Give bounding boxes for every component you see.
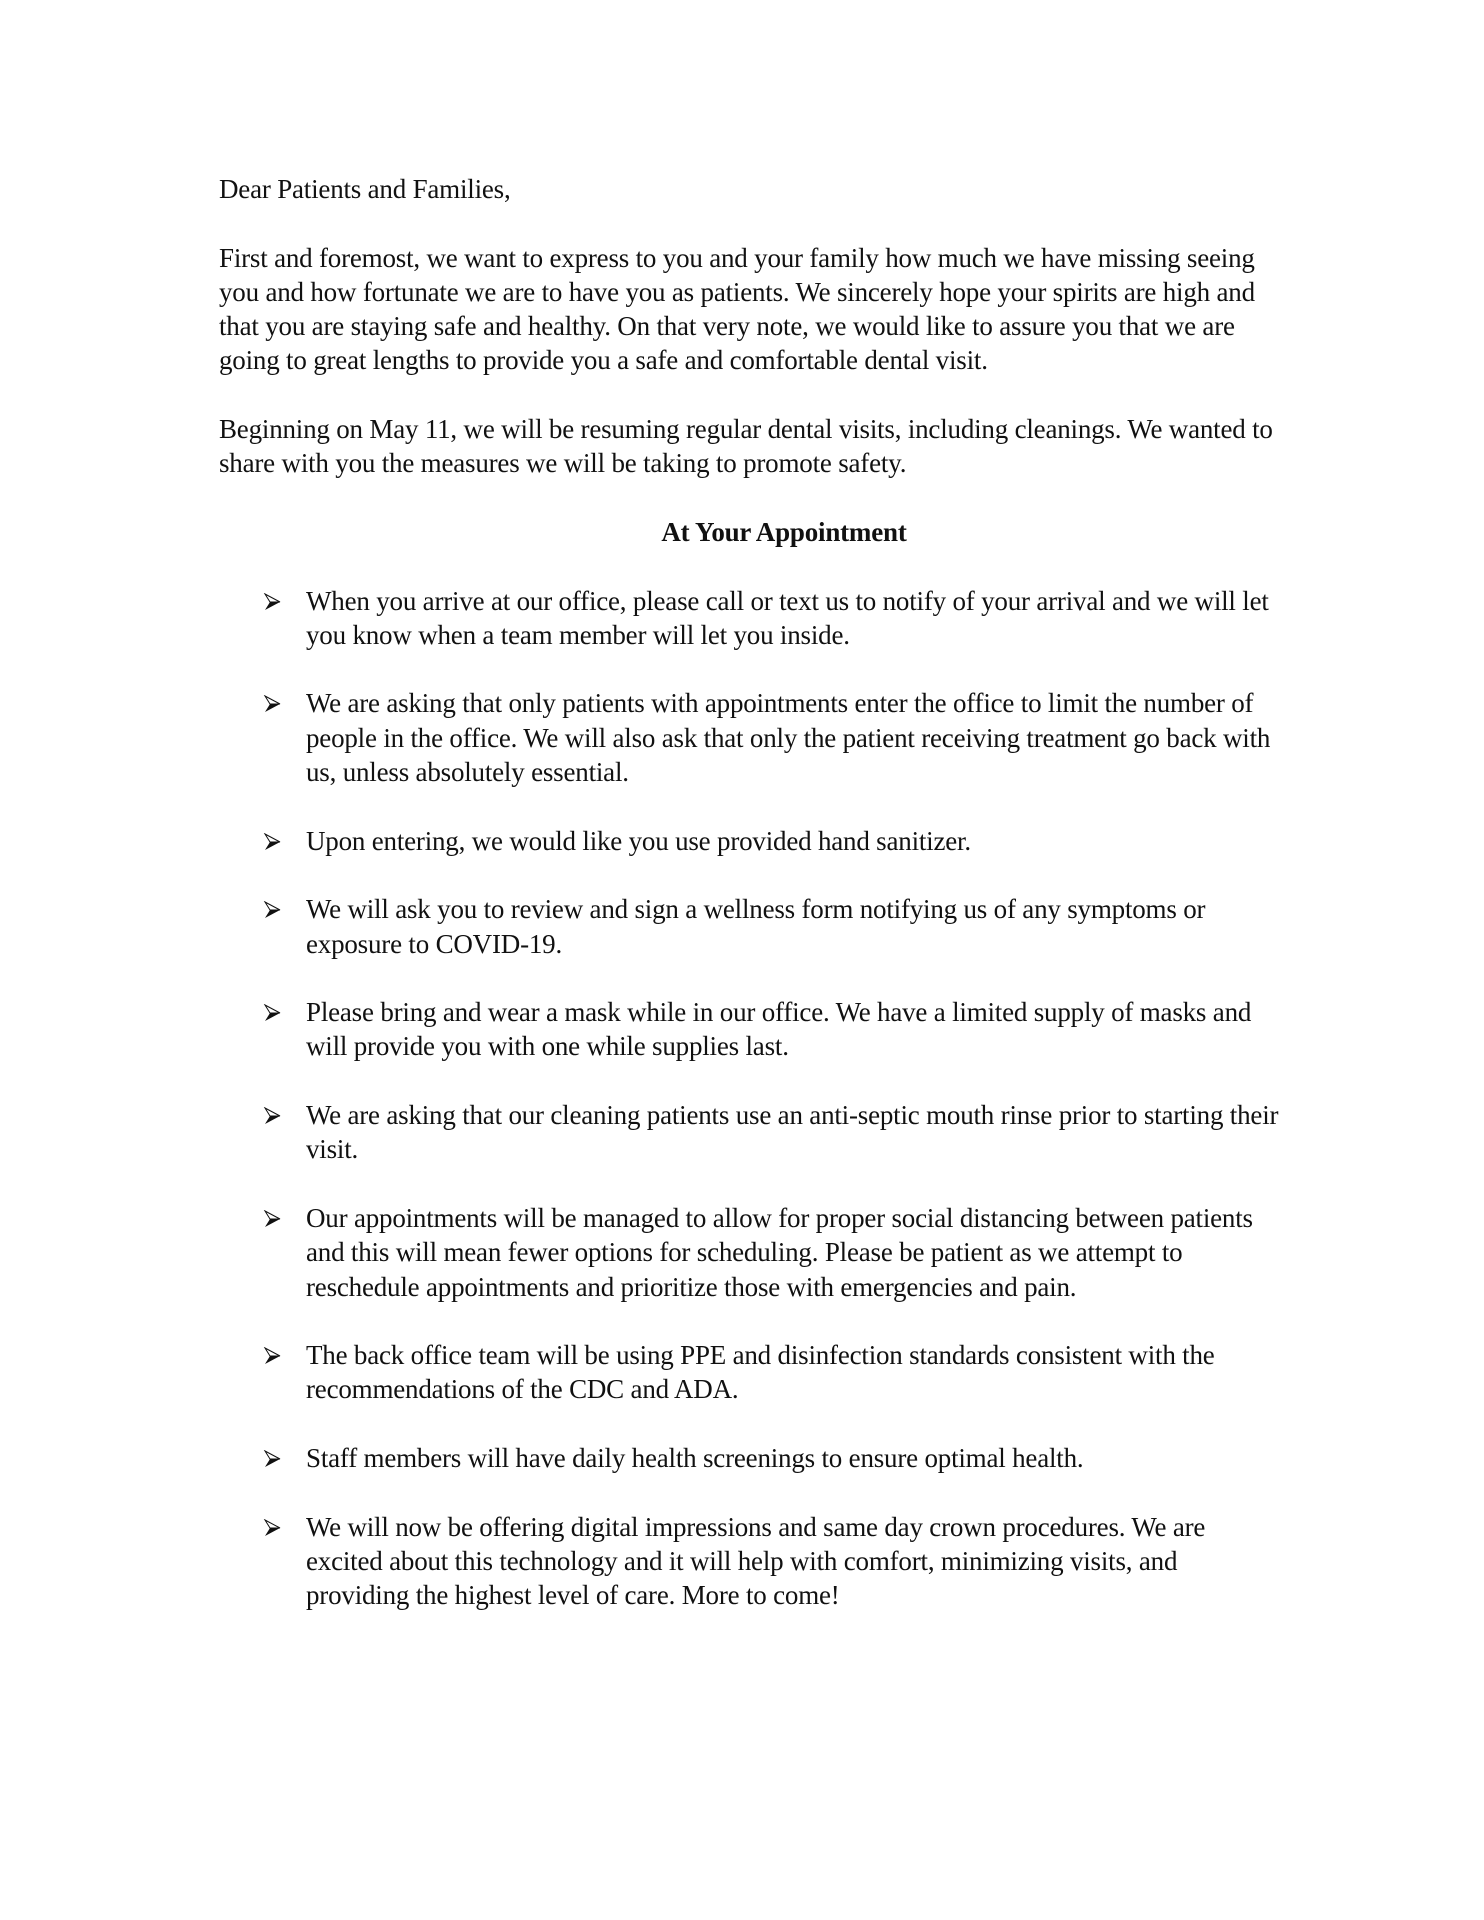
arrowhead-bullet-icon (263, 833, 281, 851)
list-item-text: Upon entering, we would like you use provided hand sanitizer. (306, 825, 971, 856)
section-heading: At Your Appointment (661, 516, 907, 547)
list-item-4 (219, 892, 1279, 961)
arrowhead-bullet-icon (263, 1450, 281, 1468)
list-item-text: Staff members will have daily health screenings to ensure optimal health. (306, 1442, 1084, 1473)
arrowhead-bullet-icon (263, 1210, 281, 1228)
arrowhead-bullet-icon (263, 1347, 281, 1365)
arrowhead-bullet-icon (263, 1004, 281, 1022)
arrowhead-bullet-icon (263, 593, 281, 611)
intro-paragraph: First and foremost, we want to express to you and your family how much we have missing seeing you and how fortunate we are to have you as patients. We sincerely hope your spirits are high and that you are staying safe and healthy. On that very note, we would like to assure you that we are going to great lengths to provide you a safe and comfortable dental visit. (219, 242, 1255, 376)
list-item-7 (219, 1201, 1279, 1304)
list-item-text: We are asking that only patients with appointments enter the office to limit the number of people in the office. We will also ask that only the patient receiving treatment go back with us, unless absolutely essential. (306, 688, 1271, 788)
list-item-1 (219, 584, 1279, 653)
list-item-text: The back office team will be using PPE and disinfection standards consistent with the recommendations of the CDC and ADA. (306, 1340, 1215, 1405)
list-item-text: When you arrive at our office, please call or text us to notify of your arrival and we will let you know when a team member will let you inside. (306, 585, 1269, 650)
list-item-text: We are asking that our cleaning patients use an anti-septic mouth rinse prior to starting their visit. (306, 1100, 1279, 1165)
letter-page (219, 172, 1279, 1647)
salutation: Dear Patients and Families, (219, 174, 511, 204)
list-item-3 (219, 824, 1279, 858)
resumption-paragraph: Beginning on May 11, we will be resuming regular dental visits, including cleanings. We wanted to share with you the measures we will be taking to promote safety. (219, 414, 1273, 479)
measures-list (219, 584, 1279, 1613)
list-item-text: We will now be offering digital impressions and same day crown procedures. We are excited about this technology and it will help with comfort, minimizing visits, and providing the highest level of care. More to come! (306, 1511, 1206, 1611)
list-item-10 (219, 1510, 1279, 1613)
list-item-text: We will ask you to review and sign a wellness form notifying us of any symptoms or exposure to COVID-19. (306, 894, 1206, 959)
list-item-text: Our appointments will be managed to allow for proper social distancing between patients and this will mean fewer options for scheduling. Please be patient as we attempt to reschedule appointments and prioritize those with emergencies and pain. (306, 1202, 1253, 1302)
arrowhead-bullet-icon (263, 1519, 281, 1537)
list-item-2 (219, 686, 1279, 789)
list-item-text: Please bring and wear a mask while in our office. We have a limited supply of masks and will provide you with one while supplies last. (306, 997, 1252, 1062)
list-item-5 (219, 995, 1279, 1064)
arrowhead-bullet-icon (263, 901, 281, 919)
list-item-8 (219, 1338, 1279, 1407)
list-item-9 (219, 1441, 1279, 1475)
list-item-6 (219, 1098, 1279, 1167)
arrowhead-bullet-icon (263, 1107, 281, 1125)
arrowhead-bullet-icon (263, 695, 281, 713)
